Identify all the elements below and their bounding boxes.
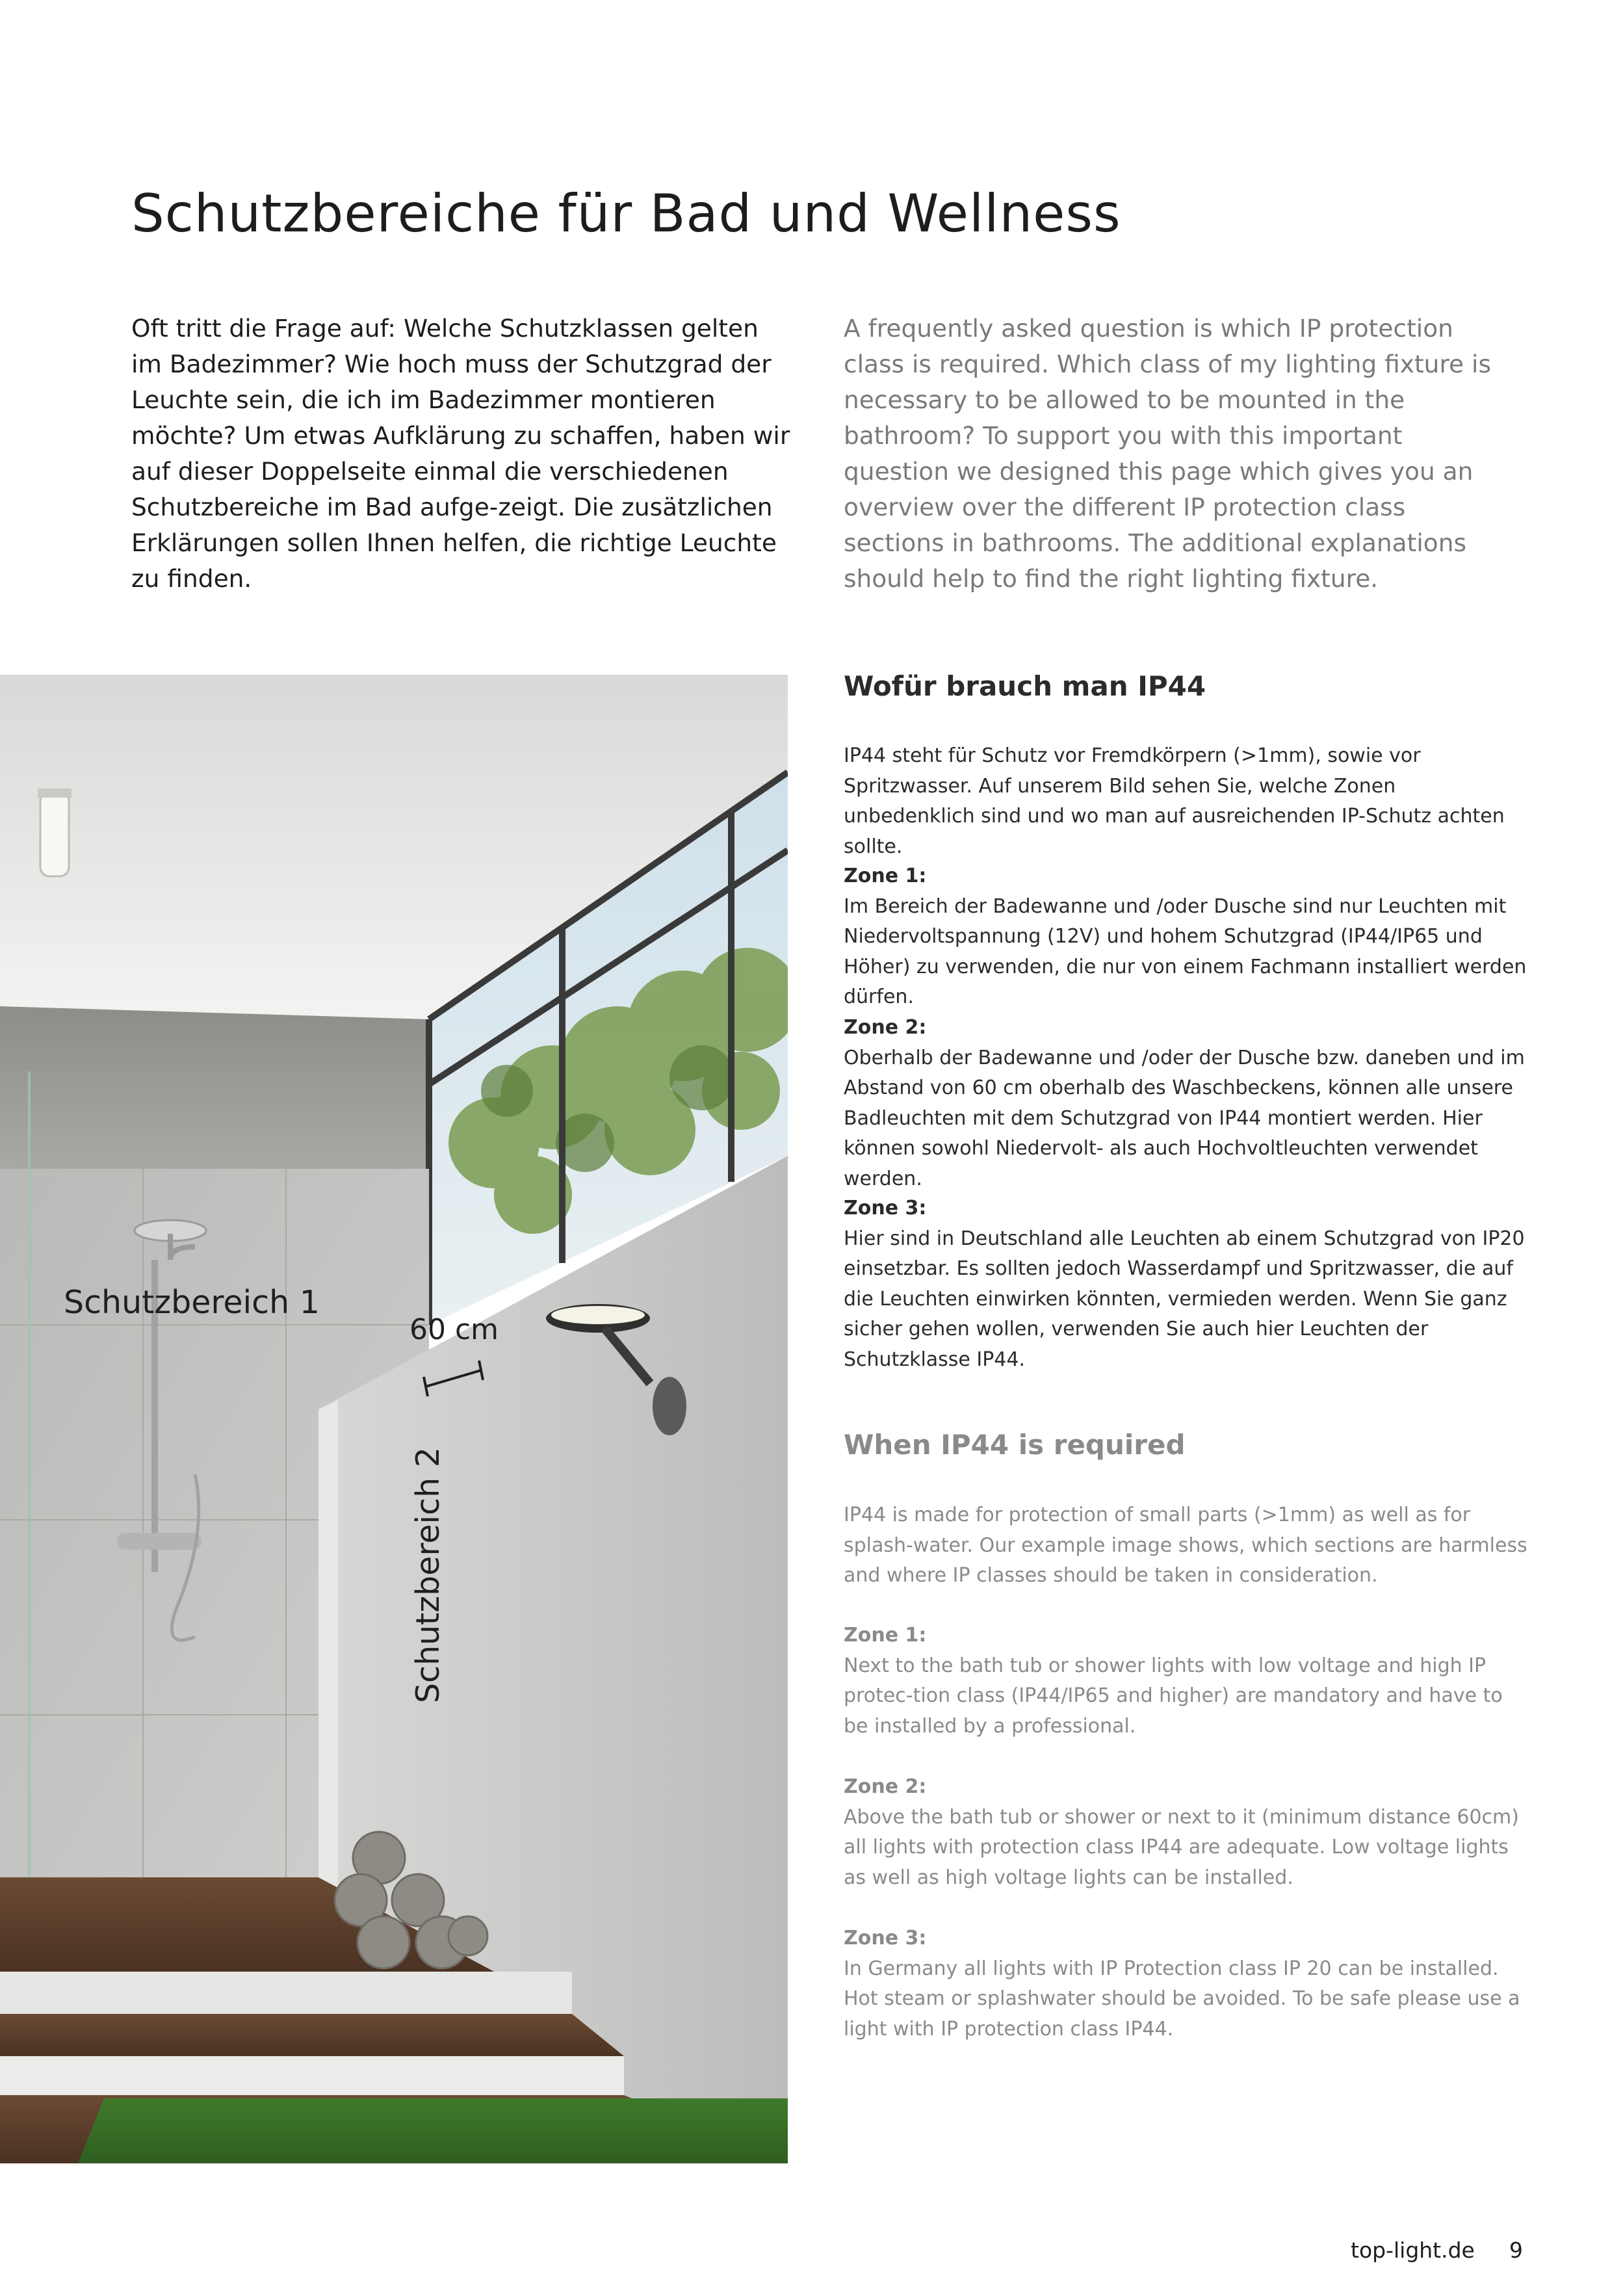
german-zone-title: Zone 2: [844, 1016, 927, 1039]
german-zone-3 [844, 1194, 1533, 1375]
zone1-label: Schutzbereich 1 [64, 1284, 320, 1321]
english-zone-text: Above the bath tub or shower or next to it (minimum distance 60cm) all lights with protection class IP44 are adequate. Low voltage lights as well as high voltage lights can be installed. [844, 1805, 1519, 1889]
german-intro: IP44 steht für Schutz vor Fremdkörpern (>1mm), sowie vor Spritzwasser. Auf unserem Bild sehen Sie, welche Zonen unbedenklich sind und wo man auf ausreichenden IP-Schutz achten sollte. [844, 744, 1505, 858]
english-heading: When IP44 is required [844, 1429, 1186, 1461]
german-zone-title: Zone 3: [844, 1197, 927, 1220]
german-section [844, 667, 1533, 706]
english-section [844, 1426, 1533, 1465]
english-zone-3 [844, 1924, 1533, 2044]
english-zone-title: Zone 2: [844, 1775, 927, 1798]
english-intro: IP44 is made for protection of small parts (>1mm) as well as for splash-water. Our example image shows, which sections are harmless and where IP classes should be taken in consideration. [844, 1504, 1527, 1587]
german-zone-title: Zone 1: [844, 865, 927, 887]
intro-german: Oft tritt die Frage auf: Welche Schutzklassen gelten im Badezimmer? Wie hoch muss der Schutzgrad der Leuchte sein, die ich im Badezimmer montieren möchte? Um etwas Aufklärung zu schaffen, haben wir auf dieser Doppelseite einmal die verschiedenen Schutzbereiche im Bad aufge-zeigt. Die zusätzlichen Erklärungen sollen Ihnen helfen, die richtige Leuchte zu finden. [131, 314, 790, 593]
german-zone-2 [844, 1013, 1533, 1194]
zone2-label: Schutzbereich 2 [409, 1447, 447, 1703]
english-zone-title: Zone 3: [844, 1927, 927, 1950]
german-intro-block [844, 741, 1533, 862]
german-heading: Wofür brauch man IP44 [844, 670, 1206, 702]
german-zone-1 [844, 861, 1533, 1013]
english-intro-block [844, 1500, 1533, 1591]
english-zone-text: Next to the bath tub or shower lights with low voltage and high IP protec-tion class (IP44/IP65 and higher) are mandatory and have to be installed by a professional. [844, 1654, 1503, 1738]
german-zone-text: Hier sind in Deutschland alle Leuchten ab einem Schutzgrad von IP20 einsetzbar. Es sollten jedoch Wasserdampf und Spritzwasser, die auf die Leuchten einwirken könnten, vermieden werden. Wenn Sie ganz sicher gehen wollen, verwenden Sie auch hier Leuchten der Schutzklasse IP44. [844, 1227, 1525, 1371]
bathroom-illustration [0, 675, 788, 2163]
page-title: Schutzbereiche für Bad und Wellness [131, 183, 1121, 244]
page-number: 9 [1509, 2237, 1523, 2263]
intro-english: A frequently asked question is which IP protection class is required. Which class of my lighting fixture is necessary to be allowed to be mounted in the bathroom? To support you with this important question we designed this page which gives you an overview over the different IP protection class sections in bathrooms. The additional explanations should help to find the right lighting fixture. [844, 314, 1491, 593]
distance-label: 60 cm [409, 1313, 499, 1346]
german-zone-text: Oberhalb der Badewanne und /oder der Dusche bzw. daneben und im Abstand von 60 cm oberhalb des Waschbeckens, können alle unsere Badleuchten mit dem Schutzgrad von IP44 montiert werden. Hier können sowohl Niedervolt- als auch Hochvoltleuchten verwendet werden. [844, 1046, 1525, 1190]
english-zone-1 [844, 1621, 1533, 1742]
german-zone-text: Im Bereich der Badewanne und /oder Dusche sind nur Leuchten mit Niedervoltspannung (12V) und hohem Schutzgrad (IP44/IP65 und Höher) zu verwenden, die nur von einem Fachmann installiert werden dürfen. [844, 894, 1527, 1008]
footer-website: top-light.de [1351, 2237, 1475, 2263]
english-zone-title: Zone 1: [844, 1624, 927, 1647]
english-zone-text: In Germany all lights with IP Protection class IP 20 can be installed. Hot steam or splashwater should be avoided. To be safe please use a light with IP protection class IP44. [844, 1957, 1520, 2041]
english-zone-2 [844, 1772, 1533, 1893]
